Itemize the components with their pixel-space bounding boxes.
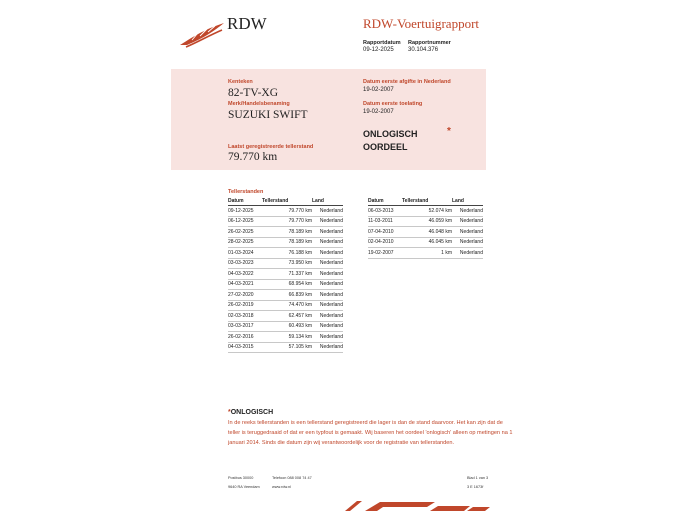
table-row (228, 321, 343, 332)
table-row (228, 311, 343, 322)
cell-odometer: 46.048 km (402, 227, 452, 238)
table-row (228, 258, 343, 269)
cell-odometer: 62.457 km (262, 311, 312, 322)
cell-country: Nederland (312, 269, 343, 280)
table-row (228, 216, 343, 227)
decorative-stripes-icon (335, 500, 495, 512)
cell-odometer: 1 km (402, 248, 452, 259)
table-row (228, 206, 343, 217)
cell-date: 26-02-2025 (228, 227, 262, 238)
cell-date: 01-03-2024 (228, 248, 262, 259)
cell-country: Nederland (312, 237, 343, 248)
cell-odometer: 79.770 km (262, 216, 312, 227)
cell-country: Nederland (452, 216, 483, 227)
column-header-country: Land (312, 197, 343, 206)
cell-date: 03-03-2023 (228, 258, 262, 269)
cell-odometer: 60.493 km (262, 321, 312, 332)
cell-country: Nederland (312, 332, 343, 343)
report-title: RDW-Voertuigrapport (363, 16, 480, 31)
plate-value: 82-TV-XG (228, 87, 279, 99)
table-row (228, 332, 343, 343)
cell-country: Nederland (312, 279, 343, 290)
table-row (228, 300, 343, 311)
first-registration-nl-value: 19-02-2007 (363, 87, 394, 93)
odometer-section-title: Tellerstanden (228, 189, 264, 195)
footer-phone: Telefoon 088 008 74 47 (272, 476, 312, 480)
footer-page-number: Blad 1 van 3 (467, 476, 489, 480)
cell-date: 04-03-2021 (228, 279, 262, 290)
column-header-country: Land (452, 197, 483, 206)
cell-date: 28-02-2025 (228, 237, 262, 248)
cell-country: Nederland (312, 258, 343, 269)
first-admission-value: 19-02-2007 (363, 109, 394, 115)
cell-country: Nederland (312, 321, 343, 332)
cell-country: Nederland (312, 206, 343, 217)
table-row (228, 290, 343, 301)
cell-odometer: 52.074 km (402, 206, 452, 217)
cell-country: Nederland (452, 237, 483, 248)
brand-name: RDW (227, 14, 267, 33)
first-admission-label: Datum eerste toelating (363, 101, 423, 107)
brand-value: SUZUKI SWIFT (228, 109, 308, 121)
cell-odometer: 57.105 km (262, 342, 312, 353)
cell-country: Nederland (312, 248, 343, 259)
table-row (368, 227, 483, 238)
report-date-value: 09-12-2025 (363, 47, 394, 53)
cell-date: 06-12-2025 (228, 216, 262, 227)
rdw-logo-icon (178, 20, 226, 48)
footer-postbus: Postbus 30000 (228, 476, 254, 480)
table-row (368, 248, 483, 259)
footer-city: 9640 RA Veendam (228, 485, 260, 489)
cell-country: Nederland (452, 206, 483, 217)
last-odometer-value: 79.770 km (228, 151, 278, 163)
table-row (228, 269, 343, 280)
odometer-table-right (368, 197, 483, 259)
footer-website[interactable]: www.rdw.nl (272, 485, 291, 489)
column-header-date: Datum (228, 197, 262, 206)
table-row (228, 237, 343, 248)
cell-odometer: 74.470 km (262, 300, 312, 311)
cell-odometer: 46.059 km (402, 216, 452, 227)
cell-odometer: 79.770 km (262, 206, 312, 217)
report-number-value: 30.104.376 (408, 47, 439, 53)
cell-country: Nederland (452, 248, 483, 259)
cell-date: 07-04-2010 (368, 227, 402, 238)
cell-date: 19-02-2007 (368, 248, 402, 259)
verdict-asterisk: * (447, 126, 451, 137)
cell-country: Nederland (312, 311, 343, 322)
cell-odometer: 73.950 km (262, 258, 312, 269)
cell-date: 04-03-2015 (228, 342, 262, 353)
column-header-odometer: Tellerstand (402, 197, 452, 206)
table-row (228, 248, 343, 259)
cell-date: 11-03-2011 (368, 216, 402, 227)
cell-date: 09-12-2025 (228, 206, 262, 217)
table-row (228, 279, 343, 290)
cell-date: 26-02-2016 (228, 332, 262, 343)
cell-date: 04-03-2022 (228, 269, 262, 280)
report-date-label: Rapportdatum (363, 40, 401, 46)
brand-label: Merk/Handelsbenaming (228, 101, 290, 107)
column-header-odometer: Tellerstand (262, 197, 312, 206)
table-row (368, 206, 483, 217)
cell-odometer: 68.954 km (262, 279, 312, 290)
cell-date: 03-03-2017 (228, 321, 262, 332)
footer-code: 3 E 1673f (467, 485, 484, 489)
table-row (368, 216, 483, 227)
cell-odometer: 59.134 km (262, 332, 312, 343)
note-title (228, 409, 273, 416)
cell-date: 26-02-2019 (228, 300, 262, 311)
cell-date: 02-04-2010 (368, 237, 402, 248)
cell-country: Nederland (312, 290, 343, 301)
note-title-text: ONLOGISCH (230, 409, 274, 416)
cell-odometer: 78.189 km (262, 227, 312, 238)
first-registration-nl-label: Datum eerste afgifte in Nederland (363, 79, 451, 85)
cell-country: Nederland (312, 227, 343, 238)
column-header-date: Datum (368, 197, 402, 206)
cell-odometer: 78.189 km (262, 237, 312, 248)
cell-odometer: 66.839 km (262, 290, 312, 301)
note-asterisk: * (228, 409, 231, 416)
table-row (368, 237, 483, 248)
cell-odometer: 71.337 km (262, 269, 312, 280)
report-number-label: Rapportnummer (408, 40, 451, 46)
cell-country: Nederland (312, 216, 343, 227)
cell-date: 02-03-2018 (228, 311, 262, 322)
cell-odometer: 76.188 km (262, 248, 312, 259)
cell-country: Nederland (312, 300, 343, 311)
verdict-line-2: OORDEEL (363, 142, 408, 152)
cell-country: Nederland (312, 342, 343, 353)
cell-date: 27-02-2020 (228, 290, 262, 301)
last-odometer-label: Laatst geregistreerde tellerstand (228, 144, 314, 150)
table-row (228, 227, 343, 238)
verdict-line-1: ONLOGISCH (363, 129, 418, 139)
plate-label: Kenteken (228, 79, 253, 85)
odometer-table-left (228, 197, 343, 353)
note-text: In de reeks tellerstanden is een tellerstand geregistreerd die lager is dan de stand daarvoor. Het kan zijn dat de teller is teruggedraaid of dat er een typfout is gemaakt. Wij baseren het oordeel 'onlogisch' alleen op metingen na 1 januari 2014. Sinds die datum zijn wij verantwoordelijk voor de registratie van tellerstanden. (228, 420, 513, 446)
table-row (228, 342, 343, 353)
cell-date: 06-03-2013 (368, 206, 402, 217)
cell-country: Nederland (452, 227, 483, 238)
cell-odometer: 46.045 km (402, 237, 452, 248)
